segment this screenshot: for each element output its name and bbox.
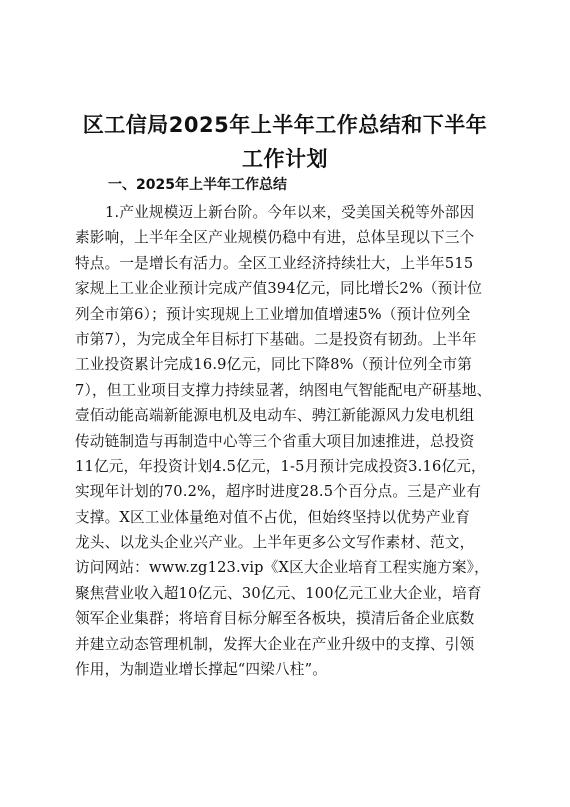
paragraph-line: 领军企业集群；将培育目标分解至各板块，摸清后备企业底数 <box>75 610 475 628</box>
paragraph-line: 7），但工业项目支撑力持续显著，纳图电气智能配电产研基地、 <box>75 381 492 399</box>
document-title-line-1: 区工信局2025年上半年工作总结和下半年 <box>82 113 488 137</box>
paragraph-line: 实现年计划的70.2%，超序时进度28.5个百分点。三是产业有 <box>75 483 482 501</box>
section-heading: 一、2025年上半年工作总结 <box>108 177 287 193</box>
paragraph-line: 特点。一是增长有活力。全区工业经济持续壮大，上半年515 <box>75 254 474 272</box>
paragraph-line: 传动链制造与再制造中心等三个省重大项目加速推进，总投资 <box>75 432 475 450</box>
paragraph-line: 作用，为制造业增长撑起“四梁八柱”。 <box>75 661 328 679</box>
paragraph-line: 并建立动态管理机制，发挥大企业在产业升级中的支撑、引领 <box>75 635 475 653</box>
paragraph-line: 聚焦营业收入超10亿元、30亿元、100亿元工业大企业，培育 <box>75 584 482 602</box>
paragraph-line: 家规上工业企业预计完成产值394亿元，同比增长2%（预计位 <box>75 280 483 298</box>
paragraph-line: 壹佰动能高端新能源电机及电动车、骋江新能源风力发电机组 <box>75 407 475 425</box>
paragraph-line: 列全市第6）；预计实现规上工业增加值增速5%（预计位列全 <box>75 305 471 323</box>
paragraph-line: 访问网站：www.zg123.vip《X区大企业培育工程实施方案》， <box>75 559 489 577</box>
paragraph-line: 1.产业规模迈上新台阶。今年以来，受美国关税等外部因 <box>105 204 475 221</box>
body-paragraph <box>75 200 505 682</box>
paragraph-line: 市第7），为完成全年目标打下基础。二是投资有韧劲。上半年 <box>75 330 477 348</box>
paragraph-line: 支撑。X区工业体量绝对值不占优，但始终坚持以优势产业育 <box>75 508 471 526</box>
paragraph-line: 素影响，上半年全区产业规模仍稳中有进，总体呈现以下三个 <box>75 229 475 247</box>
paragraph-line: 11亿元，年投资计划4.5亿元，1-5月预计完成投资3.16亿元， <box>75 457 486 475</box>
document-title-line-2: 工作计划 <box>242 147 328 171</box>
paragraph-line: 龙头、以龙头企业兴产业。上半年更多公文写作素材、范文， <box>75 534 475 552</box>
paragraph-line: 工业投资累计完成16.9亿元，同比下降8%（预计位列全市第 <box>75 356 473 374</box>
